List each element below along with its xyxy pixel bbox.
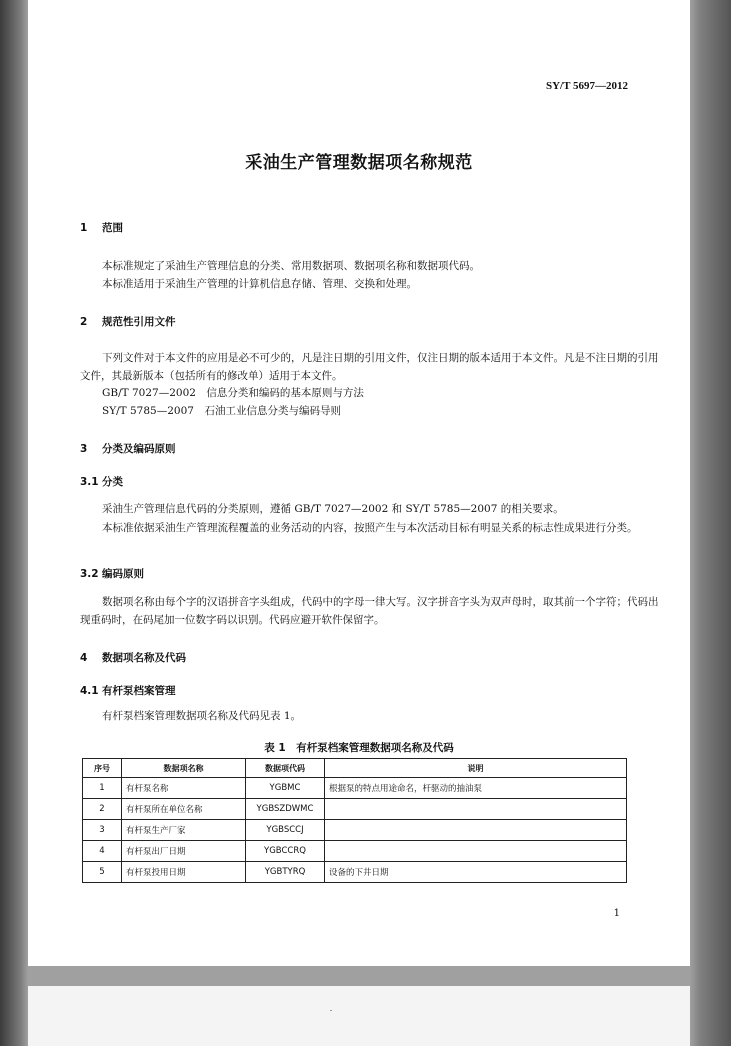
table-cell: 设备的下井日期 [325, 862, 627, 883]
section-number: 4 [80, 652, 88, 664]
section-1-heading [80, 220, 123, 235]
paragraph: 本标准规定了采油生产管理信息的分类、常用数据项、数据项名称和数据项代码。 [102, 260, 480, 272]
section-3-heading [80, 441, 176, 456]
section-number: 1 [80, 222, 88, 234]
table-header-row [83, 759, 627, 778]
section-3-1-heading [80, 474, 123, 489]
paragraph: 本标准依据采油生产管理流程覆盖的业务活动的内容，按照产生与本次活动目标有明显关系的标志性成果进行分类。 [102, 522, 638, 534]
table-cell: 3 [83, 820, 122, 841]
table-cell: 1 [83, 778, 122, 799]
table-cell: 4 [83, 841, 122, 862]
paragraph: 数据项名称由每个字的汉语拼音字头组成，代码中的字母一律大写。汉字拼音字头为双声母时，取其前一个字符；代码出现重码时，在码尾加一位数字码以识别。代码应避开软件保留字。 [80, 596, 659, 626]
section-title: 分类及编码原则 [102, 443, 176, 455]
page-number: 1 [613, 908, 620, 919]
paragraph: 本标准适用于采油生产管理的计算机信息存储、管理、交换和处理。 [102, 278, 417, 290]
section-number: 4.1 [80, 685, 99, 697]
section-title: 分类 [102, 476, 123, 488]
table-cell: YGBSZDWMC [246, 799, 325, 820]
section-4-heading [80, 650, 186, 665]
table-cell: YGBSCCJ [246, 820, 325, 841]
standard-number: SY/T 5697—2012 [545, 80, 628, 92]
table-cell: YGBCCRQ [246, 841, 325, 862]
column-header: 数据项名称 [122, 759, 246, 778]
table-cell: 有杆泵所在单位名称 [122, 799, 246, 820]
table-cell: 有杆泵出厂日期 [122, 841, 246, 862]
table-row [83, 778, 627, 799]
column-header: 数据项代码 [246, 759, 325, 778]
table-row [83, 841, 627, 862]
table-cell: 有杆泵投用日期 [122, 862, 246, 883]
section-title: 范围 [102, 222, 123, 234]
section-4-1-heading [80, 683, 176, 698]
table-cell: YGBTYRQ [246, 862, 325, 883]
paragraph: 下列文件对于本文件的应用是必不可少的，凡是注日期的引用文件，仅注日期的版本适用于本文件。凡是不注日期的引用文件，其最新版本（包括所有的修改单）适用于本文件。 [80, 352, 659, 382]
reference-item: GB/T 7027—2002 信息分类和编码的基本原则与方法 [102, 387, 364, 399]
section-title: 规范性引用文件 [102, 316, 176, 328]
table-row [83, 862, 627, 883]
table-cell: 有杆泵名称 [122, 778, 246, 799]
reference-item: SY/T 5785—2007 石油工业信息分类与编码导则 [102, 405, 341, 417]
section-number: 3.2 [80, 568, 99, 580]
table-caption: 表 1 有杆泵档案管理数据项名称及代码 [264, 742, 454, 754]
data-item-table [82, 758, 627, 883]
table-cell [325, 841, 627, 862]
section-title: 数据项名称及代码 [102, 652, 186, 664]
section-number: 3.1 [80, 476, 99, 488]
paragraph: 有杆泵档案管理数据项名称及代码见表 1。 [102, 710, 302, 722]
section-title: 编码原则 [102, 568, 144, 580]
table-cell [325, 820, 627, 841]
next-page-edge [28, 986, 690, 1046]
section-number: 3 [80, 443, 88, 455]
scan-speck [330, 1010, 332, 1011]
table-cell: 有杆泵生产厂家 [122, 820, 246, 841]
table-cell: YGBMC [246, 778, 325, 799]
page-title: 采油生产管理数据项名称规范 [245, 153, 473, 173]
section-title: 有杆泵档案管理 [102, 685, 176, 697]
table-cell: 2 [83, 799, 122, 820]
table-cell: 根据泵的特点用途命名，杆驱动的抽油泵 [325, 778, 627, 799]
section-2-heading [80, 314, 176, 329]
section-number: 2 [80, 316, 88, 328]
document-page [28, 0, 690, 966]
section-3-2-heading [80, 566, 144, 581]
table-row [83, 820, 627, 841]
column-header: 说明 [325, 759, 627, 778]
paragraph: 采油生产管理信息代码的分类原则，遵循 GB/T 7027—2002 和 SY/T 5785—2007 的相关要求。 [102, 503, 564, 515]
table-cell: 5 [83, 862, 122, 883]
table-row [83, 799, 627, 820]
column-header: 序号 [83, 759, 122, 778]
table-cell [325, 799, 627, 820]
